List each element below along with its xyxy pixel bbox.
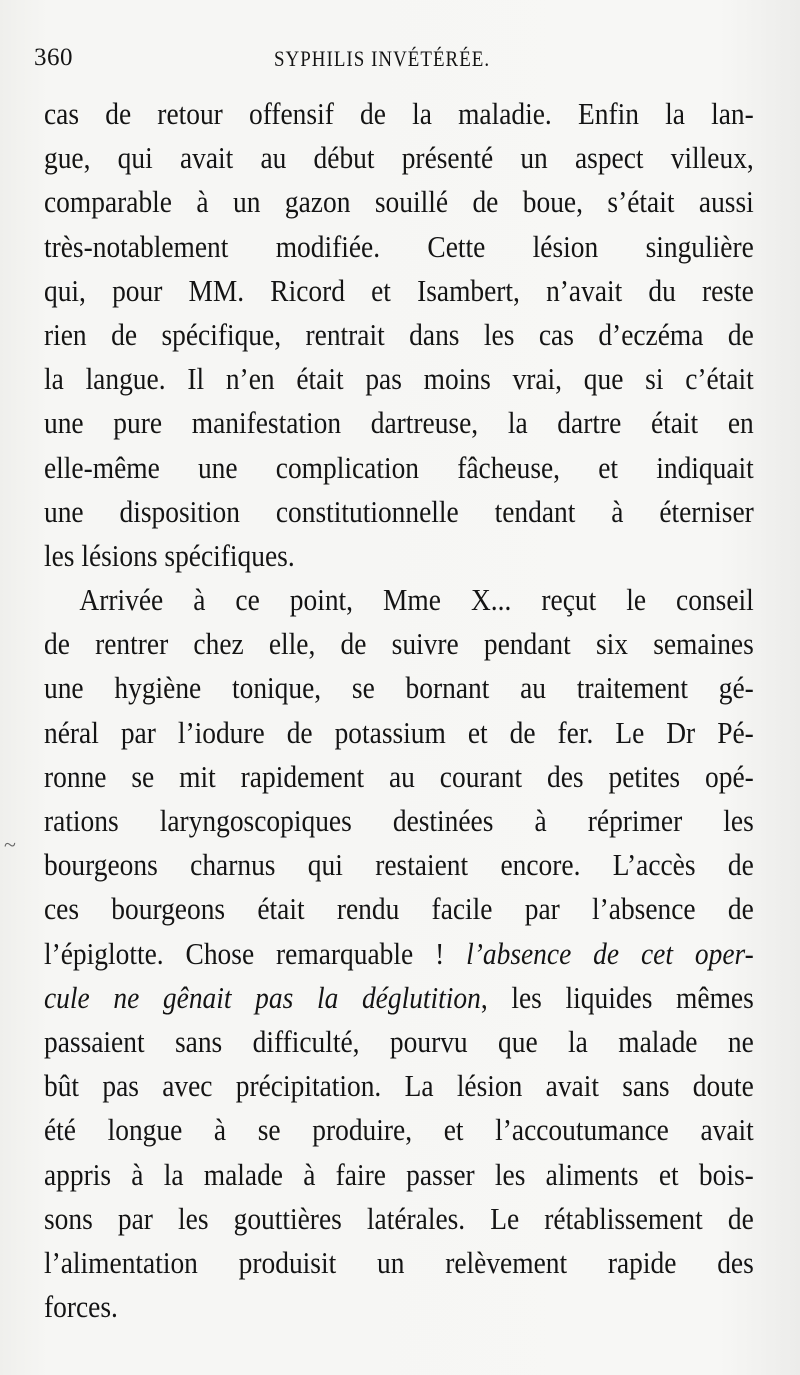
text-line: rations laryngoscopiques destinées à réprimer les <box>44 803 754 838</box>
text-line: elle-même une complication fâcheuse, et indiquait <box>44 449 754 485</box>
text-line: l’alimentation produisit un relèvement rapide des <box>44 1244 754 1280</box>
text-line: très-notablement modifiée. Cette lésion singulière <box>44 228 754 264</box>
text-line: ronne se mit rapidement au courant des petites opé- <box>44 758 754 794</box>
text-line: comparable à un gazon souillé de boue, s’était aussi <box>44 184 754 220</box>
text-line: une pure manifestation dartreuse, la dartre était en <box>44 405 754 441</box>
text-line: passaient sans difficulté, pourvu que la malade ne <box>44 1023 754 1059</box>
text-line: sons par les gouttières latérales. Le rétablissement de <box>44 1200 754 1236</box>
text-line: forces. <box>44 1289 118 1325</box>
text-line: cas de retour offensif de la maladie. Enfin la lan- <box>44 96 754 131</box>
text-line: les lésions spécifiques. <box>44 537 295 573</box>
text-line: été longue à se produire, et l’accoutumance avait <box>44 1112 754 1148</box>
italic-segment: cule ne gênait pas la déglutition <box>44 979 481 1015</box>
text-line: de rentrer chez elle, de suivre pendant six semaines <box>44 626 754 662</box>
text-line: une hygiène tonique, se bornant au traitement gé- <box>44 670 754 706</box>
text-line: gue, qui avait au début présenté un aspect villeux, <box>44 140 754 176</box>
running-title: SYPHILIS INVÉTÉRÉE. <box>274 46 491 71</box>
text-segment: l’épiglotte. Chose remarquable ! <box>44 935 467 971</box>
paragraph-start-line: Arrivée à ce point, Mme X... reçut le conseil <box>79 582 754 618</box>
text-segment: , les liquides mêmes <box>480 979 754 1015</box>
text-line: appris à la malade à faire passer les aliments et bois- <box>44 1156 754 1192</box>
text-line: néral par l’iodure de potassium et de fer. Le Dr Pé- <box>44 714 754 750</box>
text-line: la langue. Il n’en était pas moins vrai, que si c’était <box>44 361 754 397</box>
page-number: 360 <box>34 44 73 71</box>
text-line: ces bourgeons était rendu facile par l’absence de <box>44 891 754 927</box>
text-line: bourgeons charnus qui restaient encore. L’accès de <box>44 847 754 883</box>
italic-segment: l’absence de cet oper- <box>466 935 754 971</box>
text-line: bût pas avec précipitation. La lésion avait sans doute <box>44 1068 754 1104</box>
text-line: qui, pour MM. Ricord et Isambert, n’avait du reste <box>44 272 754 308</box>
text-line <box>44 976 754 1020</box>
text-line: une disposition constitutionnelle tendant à éterniser <box>44 493 754 529</box>
text-line: rien de spécifique, rentrait dans les cas d’eczéma de <box>44 316 754 352</box>
margin-mark: ~ <box>4 832 16 857</box>
page-header <box>34 40 770 80</box>
body-text <box>44 92 754 1329</box>
text-line <box>44 932 754 976</box>
